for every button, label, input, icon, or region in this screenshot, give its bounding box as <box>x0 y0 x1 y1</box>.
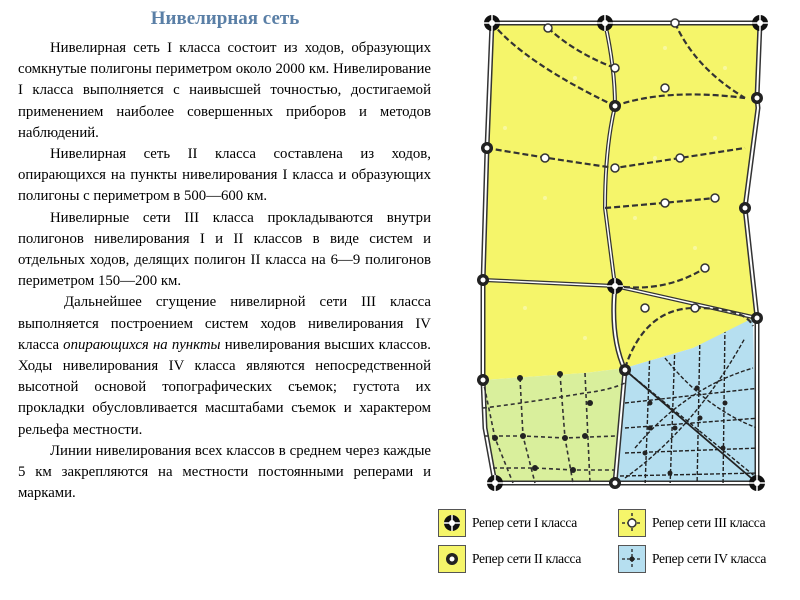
legend-label-class-3: Репер сети III класса <box>652 515 766 530</box>
leveling-network-map <box>465 8 775 498</box>
legend-item-class-1 <box>438 508 577 538</box>
paragraph-class-2: Нивелирная сеть II класса составлена из ходов, опирающихся на пункты нивелирования I класса и образующих полигоны с периметром в 500—600 км. <box>18 146 431 205</box>
polygon-class-1-yellow <box>483 23 760 380</box>
paragraph-benchmarks: Линии нивелирования всех классов в среднем через каждые 5 км закрепляются на местности постоянными реперами и марками. <box>18 442 431 502</box>
paragraph-class-1: Нивелирная сеть I класса состоит из ходов, образующих сомкнутые полигоны периметром около 2000 км. Нивелирование I класса выполняется с наивысшей точностью, достигаемой применением наиболее совершенных приборов и методов наблюдений. <box>18 40 431 141</box>
paragraph-class-4 <box>18 292 431 440</box>
benchmark-class-1-icon <box>438 509 466 537</box>
polygon-green <box>483 368 625 483</box>
body-text <box>18 38 431 504</box>
paragraph-class-4-italic: опирающихся на пункты <box>63 336 221 353</box>
benchmark-class-4-icon <box>618 545 646 573</box>
paragraph-class-4-end: нивелирования высших классов. Ходы нивелирования IV класса являются непосредственной высотной основой топографических съемок; густота их прокладки обусловливается масштабами съемок и характером рельефа местности. <box>18 336 431 438</box>
paragraph-class-4-start: Дальнейшее сгущение нивелирной сети III класса выполняется построением систем ходов нивелирования IV класса <box>18 294 431 353</box>
legend-item-class-4 <box>618 544 766 574</box>
legend-label-class-4: Репер сети IV класса <box>652 551 767 566</box>
legend-label-class-2: Репер сети II класса <box>472 551 582 566</box>
benchmark-class-3-icon <box>618 509 646 537</box>
legend-item-class-3 <box>618 508 765 538</box>
paragraph-class-3: Нивелирные сети III класса прокладываются внутри полигонов нивелирования I и II классов в виде систем и отдельных ходов, делящих полигон II класса на 6—9 полигонов периметром 150—200 км. <box>18 209 431 290</box>
legend-item-class-2 <box>438 544 581 574</box>
page-title: Нивелирная сеть <box>150 8 300 29</box>
benchmark-class-2-icon <box>438 545 466 573</box>
legend-label-class-1: Репер сети I класса <box>472 515 577 530</box>
